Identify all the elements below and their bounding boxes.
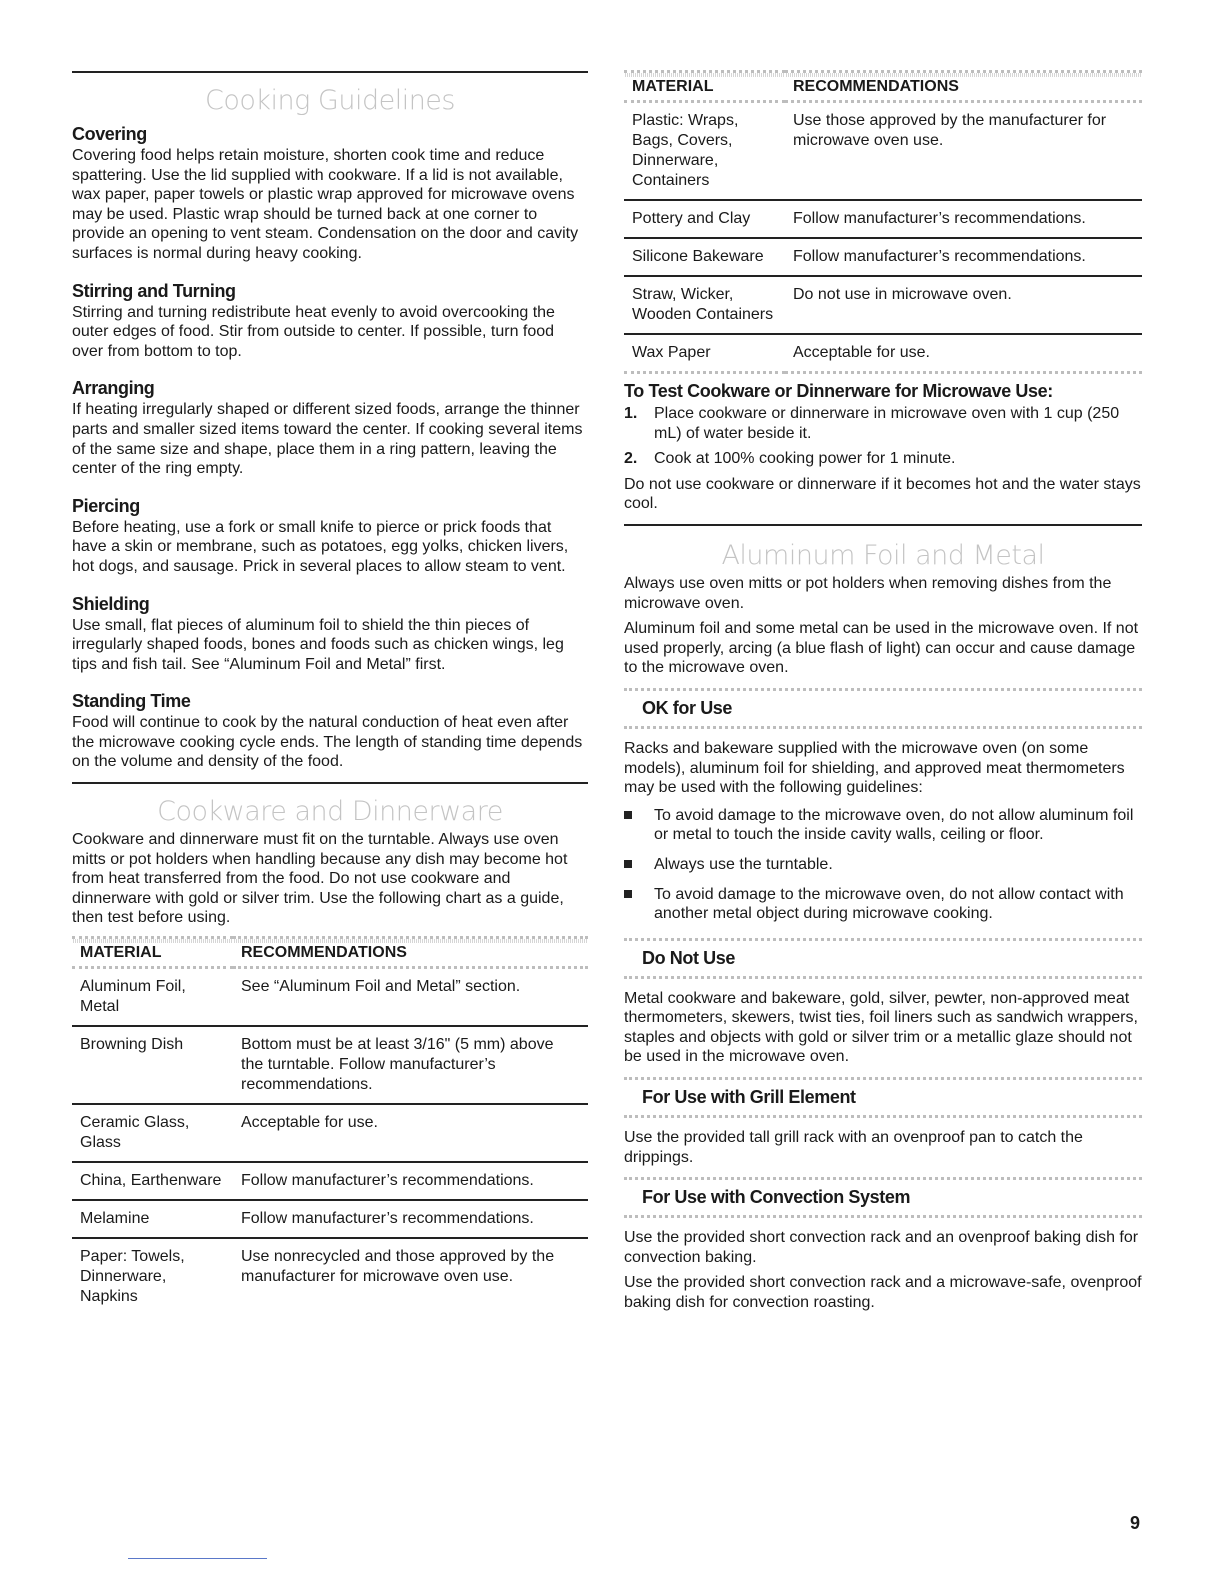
section-title-cookware: Cookware and Dinnerware	[157, 796, 503, 828]
footer-line	[128, 1558, 267, 1559]
recommendation-cell: Do not use in microwave oven.	[785, 276, 1142, 334]
table-row	[624, 102, 1142, 201]
grill-element-header	[624, 1077, 1142, 1118]
table-row	[72, 968, 588, 1027]
materials-table-left	[72, 936, 588, 1315]
convection-paragraph-2: Use the provided short convection rack and a microwave-safe, ovenproof baking dish for convection roasting.	[624, 1274, 1142, 1312]
section-divider	[72, 71, 588, 73]
table-row	[624, 238, 1142, 276]
guideline-shielding	[72, 593, 588, 675]
test-steps-list	[624, 404, 1142, 469]
recommendation-cell: Use those approved by the manufacturer for microwave oven use.	[785, 102, 1142, 201]
list-item	[624, 404, 1142, 443]
recommendation-cell: Acceptable for use.	[233, 1104, 588, 1162]
section-title-cooking-guidelines: Cooking Guidelines	[204, 85, 455, 116]
page-number: 9	[1129, 1513, 1140, 1533]
recommendation-cell: Follow manufacturer’s recommendations.	[233, 1200, 588, 1238]
col-material: MATERIAL	[72, 938, 233, 968]
recommendation-cell: Acceptable for use.	[785, 334, 1142, 373]
ok-for-use-header	[624, 688, 1142, 729]
material-cell: Silicone Bakeware	[624, 238, 785, 276]
test-cookware-heading: To Test Cookware or Dinnerware for Microwave Use:	[624, 381, 1053, 401]
list-item	[624, 806, 1142, 845]
recommendation-cell: Follow manufacturer’s recommendations.	[233, 1162, 588, 1200]
guideline-text: Covering food helps retain moisture, shorten cook time and reduce spattering. Use the lid supplied with cookware. If a lid is not available, wax paper, paper towels or plastic wrap approved for microwave ovens may be used. Plastic wrap should be turned back at one corner to provide an opening to vent steam. Condensation on the door and cavity surfaces is normal during heavy cooking.	[72, 147, 579, 262]
step-number: 2.	[624, 450, 638, 468]
guideline-text: Use small, flat pieces of aluminum foil to shield the thin pieces of irregularly shaped foods, bones and foods such as chicken wings, leg tips and fish tail. See “Aluminum Foil and Metal” first.	[72, 616, 564, 673]
step-number: 1.	[624, 405, 638, 422]
materials-table-right	[624, 70, 1142, 374]
material-cell: Wax Paper	[624, 334, 785, 373]
guideline-covering	[72, 123, 588, 264]
foil-paragraph-2: Aluminum foil and some metal can be used in the microwave oven. If not used properly, arcing (a blue flash of light) can occur and cause damage to the microwave oven.	[624, 620, 1139, 677]
col-material: MATERIAL	[624, 72, 785, 102]
subsection-heading: OK for Use	[642, 697, 733, 718]
cookware-intro: Cookware and dinnerware must fit on the turntable. Always use oven mitts or pot holders when handling because any dish may become hot from heat transferred from the food. Do not use cookware and dinnerware with gold or silver trim. Use the following chart as a guide, then test before using.	[72, 831, 568, 927]
guideline-text: Stirring and turning redistribute heat evenly to avoid overcooking the outer edges of food. Stir from outside to center. If possible, turn food over from bottom to top.	[72, 303, 555, 360]
right-column	[624, 0, 1142, 1313]
material-cell: Ceramic Glass, Glass	[72, 1104, 233, 1162]
col-recommendations: RECOMMENDATIONS	[233, 938, 588, 968]
guideline-text: Food will continue to cook by the natural conduction of heat even after the microwave cooking cycle ends. The length of standing time depends on the volume and density of the food.	[72, 714, 583, 771]
material-cell: Browning Dish	[72, 1026, 233, 1104]
bullet-text: To avoid damage to the microwave oven, do not allow aluminum foil or metal to touch the inside cavity walls, ceiling or floor.	[654, 806, 1134, 844]
ok-for-use-text: Racks and bakeware supplied with the microwave oven (on some models), aluminum foil for shielding, and approved meat thermometers may be used with the following guidelines:	[624, 739, 1125, 797]
material-cell: Melamine	[72, 1200, 233, 1238]
guideline-heading: Shielding	[72, 593, 150, 614]
bullet-text: Always use the turntable.	[654, 855, 833, 873]
material-cell: Aluminum Foil, Metal	[72, 968, 233, 1027]
table-row	[624, 334, 1142, 373]
recommendation-cell: Use nonrecycled and those approved by the manufacturer for microwave oven use.	[241, 1248, 555, 1286]
table-row	[72, 1238, 588, 1315]
recommendation-cell: Follow manufacturer’s recommendations.	[785, 200, 1142, 238]
bullet-square-icon	[624, 890, 632, 898]
recommendation-cell: Follow manufacturer’s recommendations.	[785, 238, 1142, 276]
table-row	[72, 1200, 588, 1238]
guideline-arranging	[72, 377, 588, 478]
subsection-heading: For Use with Grill Element	[642, 1087, 856, 1108]
do-not-use-text: Metal cookware and bakeware, gold, silver, pewter, non-approved meat thermometers, skewers, twist ties, foil liners such as sandwich wrappers, staples and objects with gold or silver trim or a metallic glaze should not be used in the microwave oven.	[624, 989, 1138, 1066]
section-title-aluminum-foil: Aluminum Foil and Metal	[721, 539, 1045, 571]
guideline-heading: Arranging	[72, 378, 155, 399]
table-header-row	[72, 938, 588, 968]
table-row	[624, 276, 1142, 334]
guideline-heading: Covering	[72, 124, 147, 144]
guideline-heading: Standing Time	[72, 691, 191, 712]
left-column	[72, 0, 588, 1315]
bullet-square-icon	[624, 860, 632, 868]
grill-element-text: Use the provided tall grill rack with an ovenproof pan to catch the drippings.	[624, 1129, 1083, 1166]
list-item	[624, 855, 1142, 875]
list-item	[624, 449, 1142, 469]
material-cell: Straw, Wicker, Wooden Containers	[624, 276, 785, 334]
table-row	[72, 1162, 588, 1200]
recommendation-cell: See “Aluminum Foil and Metal” section.	[233, 968, 588, 1027]
section-divider	[624, 524, 1142, 526]
do-not-use-header	[624, 938, 1142, 979]
bullet-text: To avoid damage to the microwave oven, do not allow contact with another metal object during microwave cooking.	[654, 885, 1124, 923]
guideline-stirring	[72, 280, 588, 362]
guideline-heading: Stirring and Turning	[72, 280, 236, 301]
subsection-heading: For Use with Convection System	[642, 1187, 911, 1208]
material-cell: Pottery and Clay	[624, 200, 785, 238]
step-text: Place cookware or dinnerware in microwave oven with 1 cup (250 mL) of water beside it.	[654, 405, 1120, 442]
table-header-row	[624, 72, 1142, 102]
table-row	[72, 1104, 588, 1162]
guideline-text: Before heating, use a fork or small knife to pierce or prick foods that have a skin or membrane, such as potatoes, egg yolks, chicken livers, hot dogs, and sausage. Prick in several places to allow steam to vent.	[72, 518, 569, 575]
guideline-standing-time	[72, 690, 588, 772]
material-cell: Paper: Towels, Dinnerware, Napkins	[80, 1248, 185, 1306]
guideline-text: If heating irregularly shaped or different sized foods, arrange the thinner parts and smaller sized items toward the center. If cooking several items of the same size and shape, place them in a ring pattern, leaving the center of the ring empty.	[72, 401, 583, 478]
ok-for-use-bullets	[624, 806, 1142, 924]
table-row	[72, 1026, 588, 1104]
step-text: Cook at 100% cooking power for 1 minute.	[654, 450, 956, 468]
guideline-piercing	[72, 495, 588, 577]
bullet-square-icon	[624, 811, 632, 819]
list-item	[624, 885, 1142, 924]
section-divider	[72, 782, 588, 784]
convection-paragraph-1: Use the provided short convection rack and an ovenproof baking dish for convection baking.	[624, 1229, 1139, 1266]
material-cell: Plastic: Wraps, Bags, Covers, Dinnerware, Containers	[624, 102, 785, 201]
subsection-heading: Do Not Use	[642, 947, 736, 968]
material-cell: China, Earthenware	[72, 1162, 233, 1200]
guideline-heading: Piercing	[72, 495, 140, 516]
recommendation-cell: Bottom must be at least 3/16" (5 mm) above the turntable. Follow manufacturer’s recommendations.	[233, 1026, 588, 1104]
convection-system-header	[624, 1177, 1142, 1218]
foil-paragraph-1: Always use oven mitts or pot holders when removing dishes from the microwave oven.	[624, 574, 1112, 612]
test-note: Do not use cookware or dinnerware if it becomes hot and the water stays cool.	[624, 475, 1141, 513]
col-recommendations: RECOMMENDATIONS	[785, 72, 1142, 102]
table-row	[624, 200, 1142, 238]
